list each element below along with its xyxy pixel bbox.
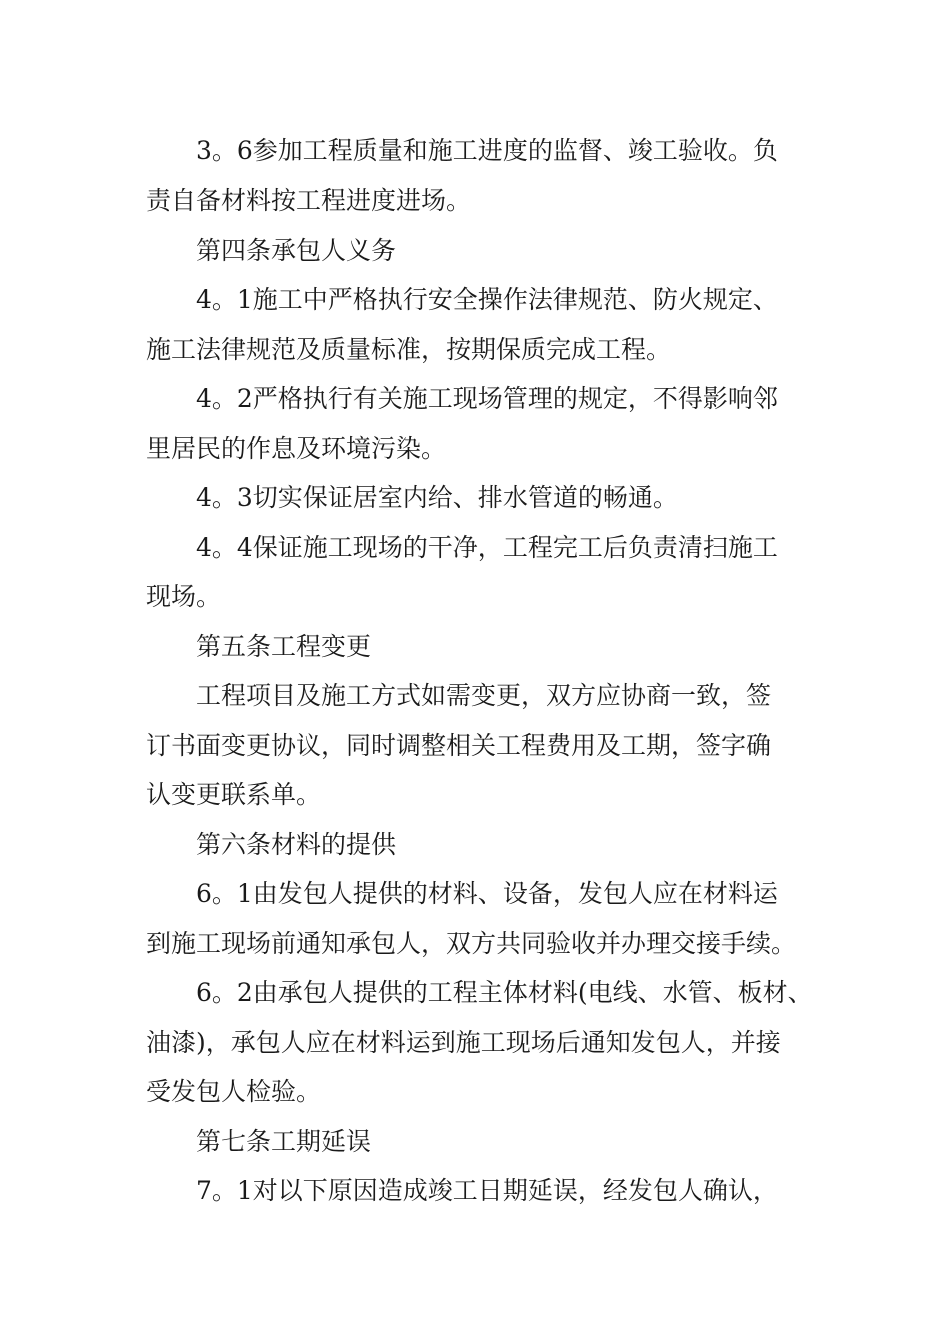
section-heading: 第五条工程变更	[196, 632, 372, 661]
text-line: 认变更联系单。	[146, 780, 322, 809]
text-line: 4。1施工中严格执行安全操作法律规范、防火规定、	[196, 285, 778, 314]
text-line: 现场。	[146, 582, 222, 611]
section-heading: 第七条工期延误	[196, 1127, 372, 1156]
section-heading: 第四条承包人义务	[196, 236, 397, 265]
text-line: 订书面变更协议，同时调整相关工程费用及工期，签字确	[146, 731, 772, 760]
section-heading: 第六条材料的提供	[196, 830, 397, 859]
text-line: 3。6参加工程质量和施工进度的监督、竣工验收。负	[196, 136, 778, 165]
text-line: 责自备材料按工程进度进场。	[146, 186, 472, 215]
text-line: 里居民的作息及环境污染。	[146, 434, 447, 463]
text-line: 4。4保证施工现场的干净，工程完工后负责清扫施工	[196, 533, 778, 562]
text-line: 7。1对以下原因造成竣工日期延误，经发包人确认，	[196, 1176, 778, 1205]
text-line: 4。3切实保证居室内给、排水管道的畅通。	[196, 483, 678, 512]
text-line: 工程项目及施工方式如需变更，双方应协商一致，签	[196, 681, 772, 710]
text-line: 施工法律规范及质量标准，按期保质完成工程。	[146, 335, 672, 364]
text-line: 6。1由发包人提供的材料、设备，发包人应在材料运	[196, 879, 778, 908]
text-line: 4。2严格执行有关施工现场管理的规定，不得影响邻	[196, 384, 778, 413]
text-line: 到施工现场前通知承包人，双方共同验收并办理交接手续。	[146, 929, 797, 958]
text-line: 受发包人检验。	[146, 1077, 322, 1106]
text-line: 6。2由承包人提供的工程主体材料(电线、水管、板材、	[196, 978, 813, 1007]
text-line: 油漆)，承包人应在材料运到施工现场后通知发包人，并接	[146, 1028, 781, 1057]
